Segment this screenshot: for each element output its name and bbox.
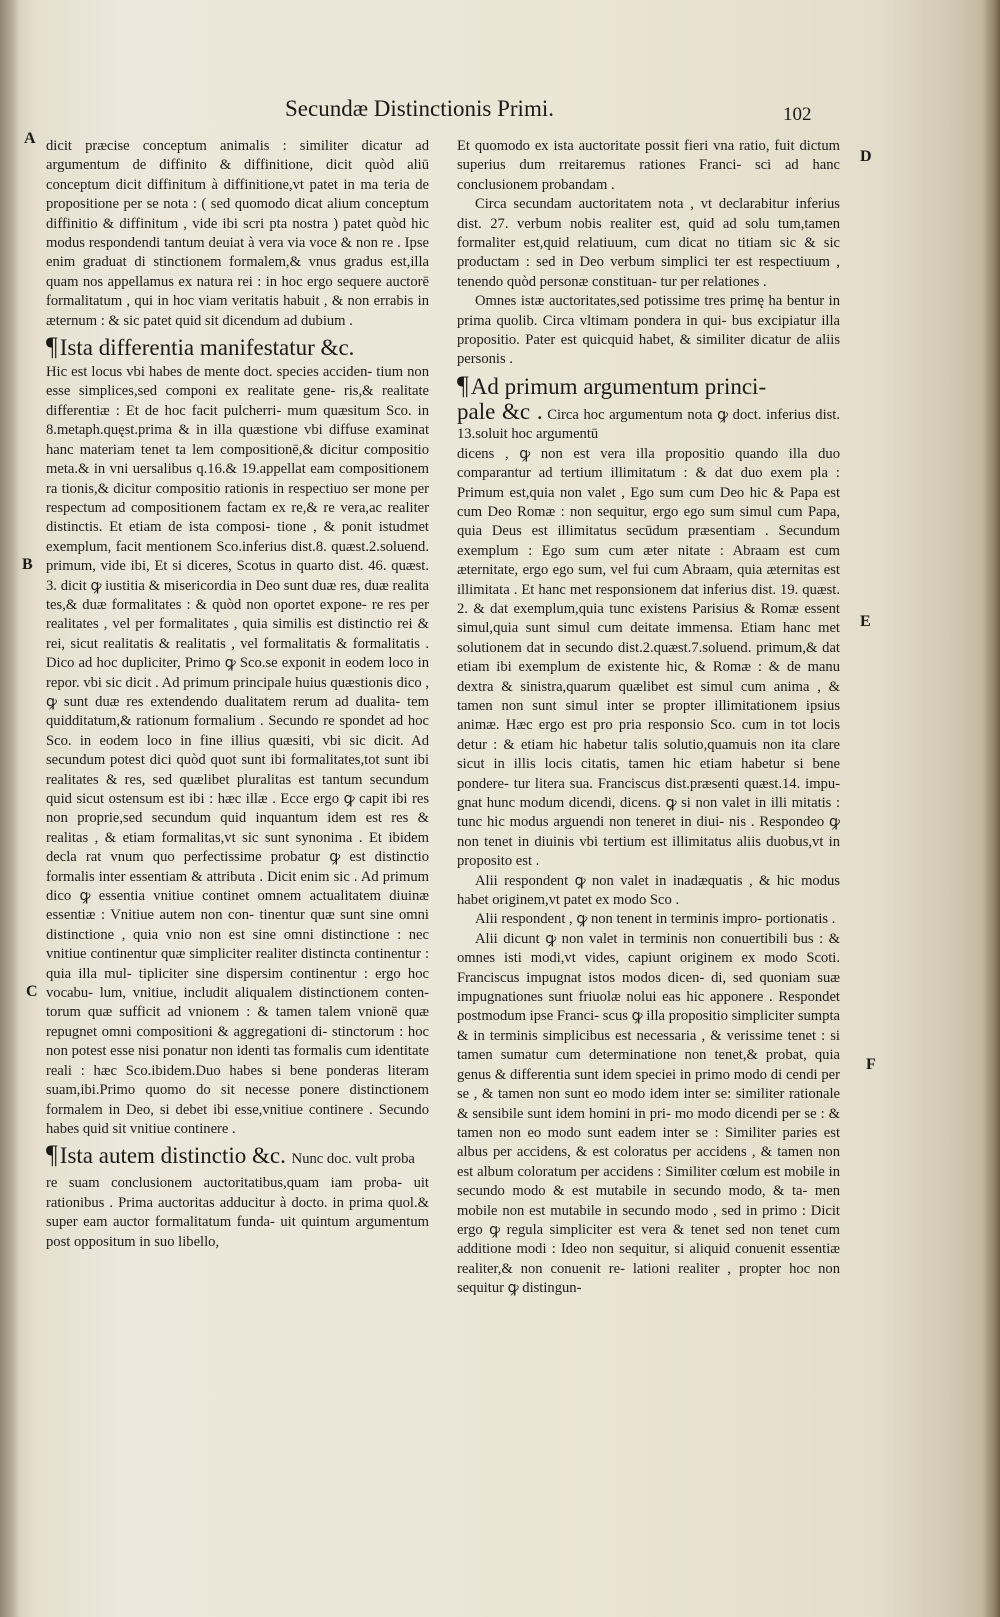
margin-letter-b: B [22, 556, 33, 573]
right-rubric-1-note: Circa hoc argumentum nota ꝙ doct. inferius dist. 13.soluit hoc argumentū [457, 406, 841, 443]
margin-letter-e: E [860, 613, 871, 630]
left-rubric-2-note: Nunc doc. vult proba [291, 1151, 415, 1168]
right-rubric-1-continuation [457, 398, 841, 445]
right-paragraph-2: Circa secundam auctoritatem nota , vt declarabitur inferius dist. 27. verbum nobis realiter est, quid ad solu tum,tamen formaliter est,quid relatiuum, cum dicat no titiam sic & sic productam : sed in Deo verbum simplici ter est respectiuum , tenendo quòd personæ constituan- tur per relationes . [457, 196, 840, 290]
margin-letter-f: F [866, 1056, 876, 1073]
margin-letter-c: C [26, 983, 38, 1000]
pilcrow-icon: ¶ [46, 332, 58, 362]
page-edge-shadow [982, 0, 1000, 1617]
folio-number: 102 [783, 104, 812, 125]
margin-letter-a: A [24, 130, 36, 147]
right-paragraph-5: Alii respondent ꝙ non valet in inadæquatis , & hic modus habet originem,vt patet ex modo Sco . [457, 872, 840, 909]
left-column [46, 137, 429, 1252]
right-column [457, 137, 840, 1299]
right-paragraph-7: Alii dicunt ꝙ non valet in terminis non conuertibili bus : & omnes isti modi,vt vides, capiunt originem ex modo Scoti. Franciscus impugnat istos modos dicen- di, sed quoniam suæ impugnationes sunt friuolæ nolui eas hic apponere . Respondet postmodum ipse Franci- scus ꝙ illa propositio simpliciter sumpta & in terminis simplicibus est necessaria , & verissime tenet : si tamen sumatur cum determinatione non tenet,& probat, quia genus & differentia sunt idem speciei in primo modo di cendi per se , & tamen non sunt eo modo idem inter se: similiter rationale & sensibile sunt idem homini in pri- mo modo dicendi per se : & tamen non eo modo sunt eadem inter se : Similiter paries est albus per accidens, & est coloratus per accidens , & tamen non est album coloratum per accidens : Similiter cœlum est mobile in secundo modo & est mutabile in secundo modo, & ta- men mobile non est mutabile in secundo modo , sed in primo : Dicit ergo ꝙ regula simpliciter est vera & tenet sed non tenet cum additione modi : Ideo non sequitur, si aliquid conuenit essentiæ realiter,& non conuenit re- lationi realiter , propter hoc non sequitur ꝙ distingun- [457, 930, 840, 1297]
right-rubric-1-line1: Ad primum argumentum princi- [470, 373, 767, 399]
left-paragraph-1: dicit præcise conceptum animalis : similiter dicatur ad argumentum de diffinito & diffinitione, dicit quòd aliū conceptum dicit diffinitum à diffinitione,vt patet in ma teria de propositione per se nota : ( sed quomodo dicat alium conceptum diffinitio & diffinitum , vide ibi scri pta nostra ) patet quòd hic modus respondendi tantum deuiat à vera via voce & non re . Ipse enim graduat di stinctionem formalem,& vnus gradus est,illa quam nos appellamus ex natura rei : in hoc ergo sequere auctorē formalitatum , qui in hoc viam veritatis habuit , & non errabis in æternum : & sic patet quid sit dicendum ad dubium . [46, 138, 429, 329]
left-rubric-2 [46, 1141, 429, 1173]
left-paragraph-2: Hic est locus vbi habes de mente doct. species acciden- tium non esse simplices,sed componi ex realitate gene- ris,& realitate differentiæ : Et de hoc facit pulcherri- mum quæsitum Sco. in 8.metaph.quęst.prima & in illa quæstione vbi diffuse examinat hanc materiam tenet ta lem compositionē,& dicitur compositio meta.& in vni uersalibus q.16.& 19.appellat eam compositionem ra tionis,& dicitur compositio rationis in respectiuo ser mone per respectum ad compositionem factam ex re,& re vera,ac realiter distinctis. Et etiam de ista composi- tione , & ponit istudmet exemplum, facit mentionem Sco.inferius dist.8. quæst.2.soluend. primum, vide ibi, Et si diceres, Scotus in quarto dist. 46. quæst. 3. dicit ꝙ iustitia & misericordia in Deo sunt duæ res, duæ realita tes,& duæ formalitates : & quòd non oportet expone- re res per realitates , vel per formalitates , quia similis est distinctio rei & rei, sicut realitatis & realitatis , vel formalitatis & formalitatis . Dico ad hoc dupliciter, Primo ꝙ Sco.se exponit in eodem loco in repor. vbi sic dicit . Ad primum principale huius quæstionis dico , ꝙ sunt duæ res extendendo dualitatem rerum ad dualita- tem quidditatum,& rationum formalium . Secundo re spondet ad hoc Sco. in eodem loco in fine illius quæsiti, vbi sic dicit. Ad secundum potest dici quòd quot sunt ibi formalitates,tot sunt ibi realitates & res, sed quælibet pluralitas est tantum secundum quid sicut ostensum est ibi : hæc illæ . Ecce ergo ꝙ capit ibi res non proprie,sed secundum quid inquantum idem est res & realitas , & etiam formalitas,vt sic sunt synonima . Et ibidem decla rat vnum quo perfectissime probatur ꝙ est distinctio formalis inter essentiam & attributa . Dicit enim sic . Ad primum dico ꝙ essentia vnitiue continet omnem actualitatem diuinæ essentiæ : Vnitiue autem non con- tinentur quæ sunt sine omni distinctione , quia vnio non est sine omni distinctione : nec vnitiue continentur quæ simpliciter realiter distincta continentur : quia illa mul- tipliciter sine dispersim continentur : ergo hoc vocabu- lum, vnitiue, includit aliqualem distinctionem conten- torum quæ sufficit ad vnionem : & tamen talem vnionē quæ repugnet omni compositioni & aggregationi di- stinctorum : hoc non potest esse nisi ponatur non identi tas formalis cum identitate reali : hæc Sco.ibidem.Duo habes si bene ponderas literam suam,ibi.Primo quomo do sit necesse ponere distinctionem formalem in Deo, si debet ibi esse,vnitiue continere . Secundo habes quid sit vnitiue continere . [46, 364, 429, 1137]
right-paragraph-1: Et quomodo ex ista auctoritate possit fieri vna ratio, fuit dictum superius dum rreitaremus rationes Franci- sci ad hanc conclusionem probandam . [457, 138, 840, 193]
left-rubric-1 [46, 333, 429, 362]
right-rubric-1-line2: pale &c . [457, 398, 543, 424]
left-rubric-1-text: Ista differentia manifestatur &c. [59, 335, 355, 361]
right-paragraph-3: Omnes istæ auctoritates,sed potissime tres primę ha bentur in prima quolib. Circa vltimam pondera in qui- bus excipiatur illa propositio. Pater est quicquid habet, & similiter dicatur de aliis personis . [457, 293, 840, 368]
pilcrow-icon: ¶ [46, 1140, 58, 1170]
page-gutter-shadow [0, 0, 20, 1617]
margin-letter-d: D [860, 148, 872, 165]
running-title: Secundæ Distinctionis Primi. [285, 96, 554, 121]
left-rubric-2-text: Ista autem distinctio &c. [59, 1143, 286, 1169]
left-paragraph-3: re suam conclusionem auctoritatibus,quam iam proba- uit rationibus . Prima auctoritas adducitur à docto. in prima quol.& super eam auctor formalitatum funda- uit quintum argumentum post oppositum in suo libello, [46, 1175, 429, 1250]
right-rubric-1 [457, 372, 840, 401]
right-paragraph-4: dicens , ꝙ non est vera illa propositio quando illa duo comparantur ad tertium illimitatum : & dat duo exem pla : Primum est,quia non valet , Ego sum cum Deo hic & Papa est cum Deo Romæ : non sequitur, ergo ego sum simul cum Papa, quia Deus est illimitatus secūdum præsentiam . Secundum exemplum : Ego sum cum æter nitate : Abraam est cum æternitate, ergo ego sum, vel fui cum Abraam, quia æternitas est illimitata . Et hanc met responsionem dat inferius dist. 19. quæst. 2. & dat exemplum,quia tunc existens Parisius & Romæ essent simul,quia sunt simul cum deitate immensa. Etiam hanc met solutionem dat in secundo dist.2.quæst.7.soluend. primum,& dat etiam ibi exemplum de existente hic, & Romæ : & de manu dextra & sinistra,quarum quælibet est simul cum anima , & tamen non sunt simul inter se propter illimitationem ipsius animæ. Hæc ergo est pro pria responsio Sco. cum in tot locis detur : & etiam hic habetur talis solutio,quamuis non ita clare sicut in illis locis citatis, tamen hic etiam habetur si bene pondere- tur litera sua. Franciscus dist.præsenti quæst.14. impu- gnat hunc modum dicendi, dicens. ꝙ si non valet in illi mitatis : tunc hic modus arguendi non teneret in diui- nis . Respondeo ꝙ non tenet in diuinis vbi tertium est illimitatus aliis duobus,vt in proposito est . [457, 445, 840, 870]
right-paragraph-6: Alii respondent , ꝙ non tenent in terminis impro- portionatis . [475, 911, 836, 928]
pilcrow-icon: ¶ [457, 370, 469, 400]
